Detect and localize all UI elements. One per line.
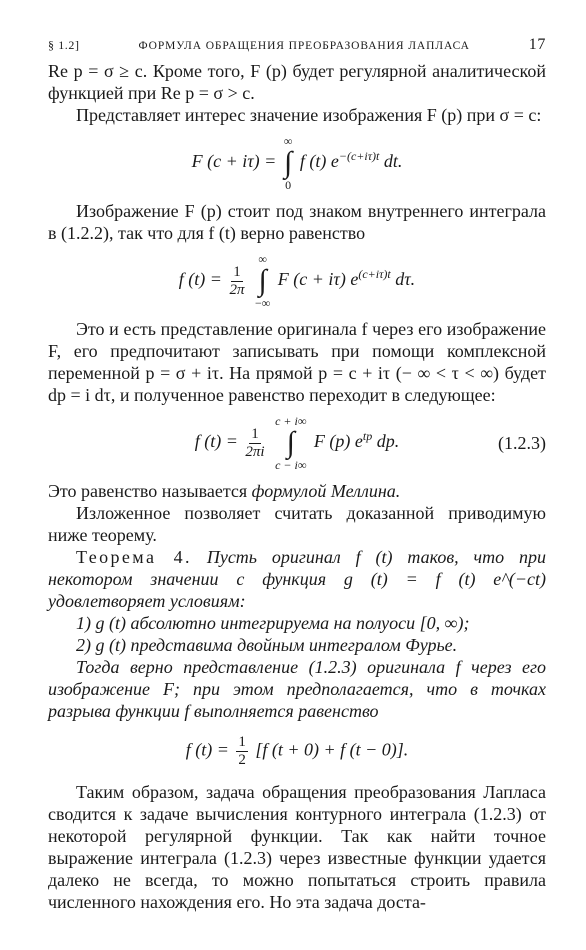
paragraph-2: Представляет интерес значение изображения F (p) при σ = c:	[76, 105, 542, 125]
eq1-left: F (c + iτ) =	[191, 151, 281, 172]
eq4-numerator: 1	[238, 734, 246, 750]
paragraph-4: Это и есть представление оригинала f через его изображение F, его предпочитают записывать при помощи комплексной переменной p = σ + iτ. На прямой p = c + iτ (− ∞ < τ < ∞) будет dp = i dτ, и полученное равенство переходит в следующее:	[48, 319, 546, 405]
paragraph-7: Таким образом, задача обращения преобразования Лапласа сводится к задаче вычисления контурного интеграла (1.2.3) от некоторой регулярной функции. Так как найти точное выражение интеграла (1.2.3) через известные функции удается далеко не всегда, то можно попытаться строить правила численного нахождения его. Но эта задача доста-	[48, 782, 546, 912]
equation-4	[48, 734, 546, 769]
p5-term: формулой Меллина.	[251, 481, 401, 501]
theorem-label: Теорема 4.	[76, 547, 192, 567]
eq1-tail: dt.	[379, 151, 403, 172]
eq2-upper-limit: ∞	[258, 252, 267, 266]
eq3-left: f (t) =	[194, 431, 243, 452]
theorem-conditions	[48, 612, 546, 656]
p5-text: Это равенство называется	[48, 481, 252, 501]
theorem	[48, 546, 546, 612]
eq3-denominator: 2πi	[245, 443, 265, 460]
eq3-numerator: 1	[251, 425, 259, 442]
eq2-lower-limit: −∞	[254, 296, 271, 310]
eq3-upper-limit: c + i∞	[275, 414, 307, 428]
equation-1	[48, 134, 546, 192]
eq2-body: F (c + iτ) e	[277, 269, 359, 290]
eq2-denominator: 2π	[229, 281, 245, 298]
paragraph-3: Изображение F (p) стоит под знаком внутреннего интеграла в (1.2.2), так что для f (t) верно равенство	[48, 201, 546, 243]
eq2-integral	[255, 252, 270, 310]
eq1-lower-limit: 0	[285, 178, 292, 192]
eq1-exponent: −(c+iτ)t	[338, 149, 380, 164]
running-title: ФОРМУЛА ОБРАЩЕНИЯ ПРЕОБРАЗОВАНИЯ ЛАПЛАСА	[138, 40, 470, 52]
eq4-denominator: 2	[238, 752, 246, 768]
running-header	[48, 34, 546, 60]
eq2-exponent: (c+iτ)t	[358, 267, 391, 282]
eq3-lower-limit: c − i∞	[275, 458, 307, 472]
integral-sign: ∫	[284, 146, 293, 179]
eq3-body: F (p) e	[313, 431, 363, 452]
equation-3	[48, 414, 546, 472]
integral-sign: ∫	[286, 426, 295, 459]
eq1-integral	[284, 134, 293, 192]
eq1-upper-limit: ∞	[283, 134, 293, 148]
eq4-fraction	[236, 734, 248, 769]
eq2-tail: dτ.	[390, 269, 416, 290]
paragraph-5	[48, 480, 546, 502]
eq3-integral	[275, 414, 306, 472]
condition-1: 1) g (t) абсолютно интегрируема на полуоси [0, ∞);	[76, 613, 470, 633]
theorem-conclusion: Тогда верно представление (1.2.3) оригинала f через его изображение F; при этом предполагается, что в точках разрыва функции f выполняется равенство	[48, 657, 546, 721]
book-page	[48, 34, 546, 913]
theorem-statement: Пусть оригинал f (t) таков, что при некотором значении c функция g (t) = f (t) e^(−ct) удовлетворяет условиям:	[48, 547, 546, 611]
eq1-body: f (t) e	[299, 151, 339, 172]
eq3-tail: dp.	[372, 431, 400, 452]
integral-sign: ∫	[258, 264, 267, 297]
page-number: 17	[528, 36, 546, 53]
eq3-exponent: tp	[362, 429, 373, 444]
condition-2: 2) g (t) представима двойным интегралом Фурье.	[76, 635, 458, 655]
equation-number: (1.2.3)	[498, 433, 546, 453]
eq2-fraction	[229, 264, 244, 299]
eq2-left: f (t) =	[178, 269, 227, 290]
paragraph-6: Изложенное позволяет считать доказанной приводимую ниже теорему.	[48, 503, 546, 545]
eq2-numerator: 1	[233, 263, 241, 280]
eq4-right: [f (t + 0) + f (t − 0)].	[255, 739, 409, 760]
eq4-left: f (t) =	[185, 739, 234, 760]
equation-2	[48, 252, 546, 310]
paragraph-1: Re p = σ ≥ c. Кроме того, F (p) будет регулярной аналитической функцией при Re p = σ > c.	[48, 61, 546, 103]
eq3-fraction	[245, 426, 264, 461]
section-ref: § 1.2]	[48, 38, 80, 52]
